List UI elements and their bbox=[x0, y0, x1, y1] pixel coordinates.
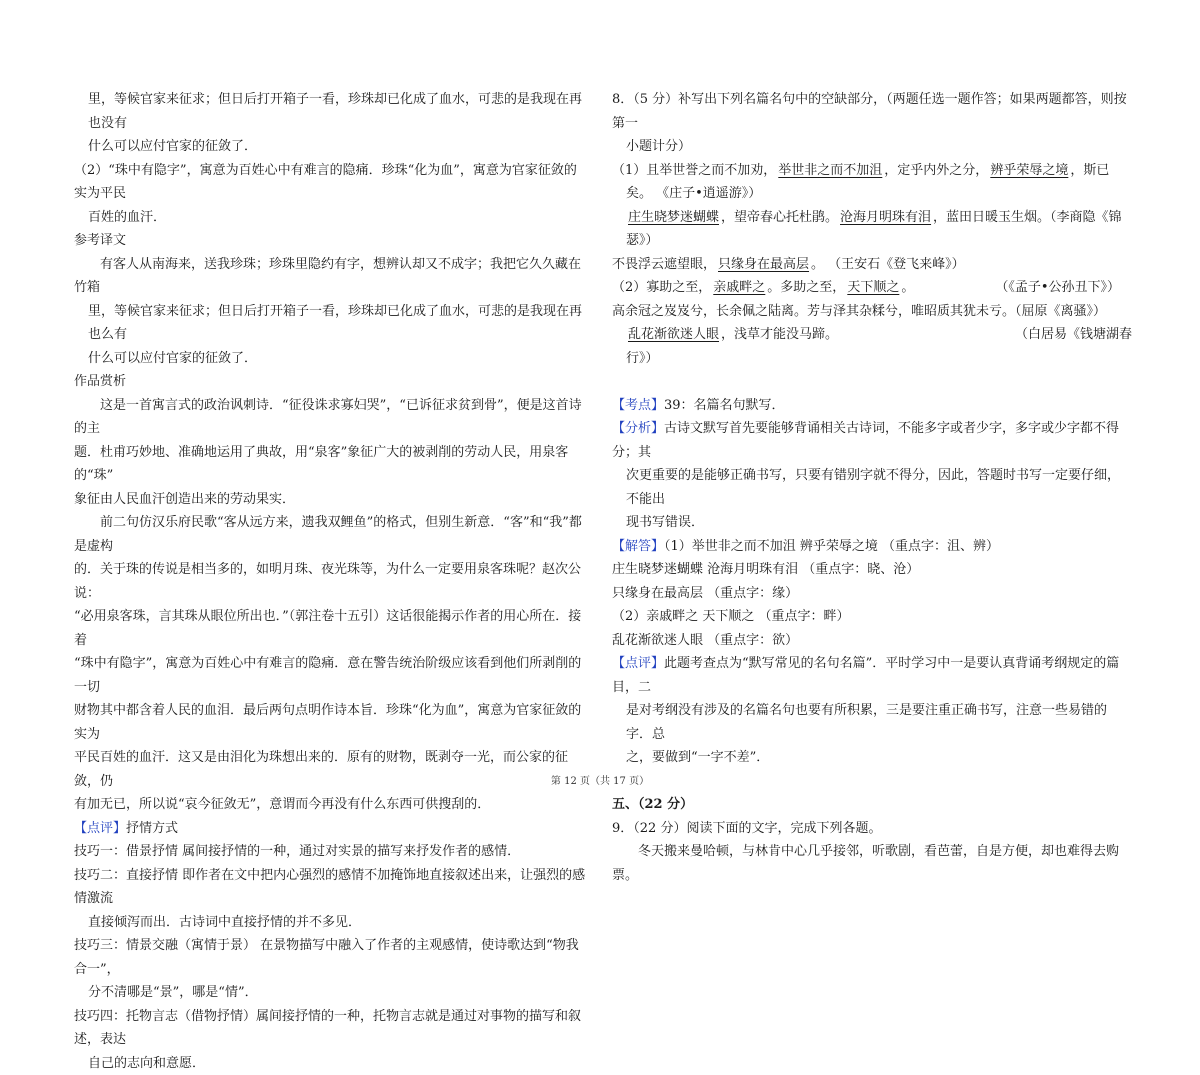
source-citation: （《孟子•公孙丑下》） bbox=[995, 276, 1132, 300]
text-line: 小题计分） bbox=[612, 135, 1132, 159]
text-line: 之，要做到“一字不差”． bbox=[612, 746, 1132, 770]
text-line: 是对考纲没有涉及的名篇名句也要有所积累，三是要注重正确书写，注意一些易错的字．总 bbox=[612, 699, 1132, 746]
section-heading-appreciation: 作品赏析 bbox=[74, 370, 589, 394]
sentence-3 bbox=[612, 253, 1132, 277]
answer-blank: 辨乎荣辱之境 bbox=[988, 163, 1070, 178]
technique-two: 技巧二：直接抒情 即作者在文中把内心强烈的感情不加掩饰地直接叙述出来，让强烈的感情激流 bbox=[74, 864, 589, 911]
text-line: 庄生晓梦迷蝴蝶 沧海月明珠有泪 （重点字：晓、沧） bbox=[612, 558, 1132, 582]
section-five-heading: 五、（22 分） bbox=[612, 793, 1132, 817]
text-span: ，蓝田日暖玉生烟。（李商隐《锦 bbox=[933, 210, 1122, 225]
text-span: 。 bbox=[901, 280, 914, 295]
text-line: 乱花渐欲迷人眼 （重点字：欲） bbox=[612, 629, 1132, 653]
sentence-4 bbox=[612, 276, 1132, 300]
kaodian-tag: 【考点】 bbox=[612, 398, 664, 413]
sentence-2 bbox=[612, 206, 1132, 230]
text-span: ，浅草才能没马蹄。 bbox=[721, 327, 838, 342]
answer-blank: 乱花渐欲迷人眼 bbox=[626, 327, 721, 342]
text-line: 这是一首寓言式的政治讽刺诗．“征役诛求寡妇哭”，“已诉征求贫到骨”，便是这首诗的主 bbox=[74, 394, 589, 441]
text-span: 。多助之至， bbox=[767, 280, 845, 295]
passage-line: 冬天搬来曼哈顿，与林肯中心几乎接邻，听歌剧，看芭蕾，自是方便，却也难得去购票。 bbox=[612, 840, 1132, 887]
comment-text: 抒情方式 bbox=[126, 821, 178, 836]
text-line: 次更重要的是能够正确书写，只要有错别字就不得分，因此，答题时书写一定要仔细，不能出 bbox=[612, 464, 1132, 511]
answer-blank: 沧海月明珠有泪 bbox=[838, 210, 933, 225]
sentence-5: 高余冠之岌岌兮，长余佩之陆离。芳与泽其杂糅兮，唯昭质其犹未亏。（屈原《离骚》） bbox=[612, 300, 1132, 324]
source-citation: （白居易《钱塘湖春 bbox=[1015, 323, 1132, 347]
text-line: 行》） bbox=[612, 347, 1132, 371]
sentence-1 bbox=[612, 159, 1132, 183]
technique-three: 技巧三：情景交融（寓情于景） 在景物描写中融入了作者的主观感情，使诗歌达到“物我合一”， bbox=[74, 934, 589, 981]
text-line: 的．关于珠的传说是相当多的，如明月珠、夜光珠等，为什么一定要用泉客珠呢？赵次公说： bbox=[74, 558, 589, 605]
text-line: 什么可以应付官家的征敛了． bbox=[74, 347, 589, 371]
kaodian-line bbox=[612, 394, 1132, 418]
text-line: 什么可以应付官家的征敛了． bbox=[74, 135, 589, 159]
right-column bbox=[612, 88, 1132, 887]
answer-blank: 庄生晓梦迷蝴蝶 bbox=[626, 210, 721, 225]
section-heading-translation: 参考译文 bbox=[74, 229, 589, 253]
text-line: 财物其中都含着人民的血泪．最后两句点明作诗本旨．珍珠“化为血”，寓意为官家征敛的实为 bbox=[74, 699, 589, 746]
page-footer: 第 12 页（共 17 页） bbox=[0, 772, 1200, 787]
jieda-tag: 【解答】 bbox=[612, 539, 664, 554]
comment-tag: 【点评】 bbox=[74, 821, 126, 836]
text-span: （1）举世非之而不加沮 辨乎荣辱之境 （重点字：沮、辨） bbox=[664, 539, 999, 554]
technique-one: 技巧一：借景抒情 属间接抒情的一种，通过对实景的描写来抒发作者的感情． bbox=[74, 840, 589, 864]
answer-blank: 亲戚畔之 bbox=[711, 280, 767, 295]
answer-blank: 只缘身在最高层 bbox=[716, 257, 811, 272]
text-span: 古诗文默写首先要能够背诵相关古诗词，不能多字或者少字，多字或少字都不得分；其 bbox=[612, 421, 1119, 460]
fenxi-tag: 【分析】 bbox=[612, 421, 664, 436]
text-line: （2）亲戚畔之 天下顺之 （重点字：畔） bbox=[612, 605, 1132, 629]
text-line: “必用泉客珠，言其珠从眼位所出也．”（郭注卷十五引）这话很能揭示作者的用心所在．接着 bbox=[74, 605, 589, 652]
text-line: 只缘身在最高层 （重点字：缘） bbox=[612, 582, 1132, 606]
question-9: 9．（22 分）阅读下面的文字，完成下列各题。 bbox=[612, 817, 1132, 841]
text-line: 百姓的血汗． bbox=[74, 206, 589, 230]
text-line: 平民百姓的血汗．这又是由泪化为珠想出来的．原有的财物，既剥夺一光，而公家的征敛，仍 bbox=[74, 746, 589, 793]
text-span: 。 （王安石《登飞来峰》） bbox=[811, 257, 965, 272]
question-8: 8．（5 分）补写出下列名篇名句中的空缺部分，（两题任选一题作答；如果两题都答，则按第一 bbox=[612, 88, 1132, 135]
text-span: 不畏浮云遮望眼， bbox=[612, 257, 716, 272]
technique-four: 技巧四：托物言志（借物抒情）属间接抒情的一种，托物言志就是通过对事物的描写和叙述，表达 bbox=[74, 1005, 589, 1052]
text-line: 里，等候官家来征求；但日后打开箱子一看，珍珠却已化成了血水，可悲的是我现在再也没有 bbox=[74, 88, 589, 135]
sentence-6 bbox=[612, 323, 1132, 347]
text-span: ，望帝春心托杜鹃。 bbox=[721, 210, 838, 225]
fenxi-line bbox=[612, 417, 1132, 464]
text-line: 里，等候官家来征求；但日后打开箱子一看，珍珠却已化成了血水，可悲的是我现在再也么有 bbox=[74, 300, 589, 347]
text-line: 自己的志向和意愿． bbox=[74, 1052, 589, 1075]
text-line: 题．杜甫巧妙地、准确地运用了典故，用“泉客”象征广大的被剥削的劳动人民，用泉客的“珠” bbox=[74, 441, 589, 488]
text-span bbox=[626, 323, 838, 347]
answer-blank: 天下顺之 bbox=[845, 280, 901, 295]
text-line: 分不清哪是“景”，哪是“情”． bbox=[74, 981, 589, 1005]
answer-blank: 举世非之而不加沮 bbox=[776, 163, 884, 178]
text-line: 象征由人民血汗创造出来的劳动果实． bbox=[74, 488, 589, 512]
text-line: 有加无已，所以说“哀今征敛无”，意谓而今再没有什么东西可供搜刮的． bbox=[74, 793, 589, 817]
text-line: “珠中有隐字”，寓意为百姓心中有难言的隐痛．意在警告统治阶级应该看到他们所剥削的一切 bbox=[74, 652, 589, 699]
text-line: 矣。 《庄子•逍遥游》） bbox=[612, 182, 1132, 206]
dianping-tag: 【点评】 bbox=[612, 656, 664, 671]
text-span: ，定乎内外之分， bbox=[884, 163, 988, 178]
text-line: 瑟》） bbox=[612, 229, 1132, 253]
text-line: 前二句仿汉乐府民歌“客从远方来，遗我双鲤鱼”的格式，但别生新意．“客”和“我”都是虚构 bbox=[74, 511, 589, 558]
text-span: ，斯已 bbox=[1070, 163, 1109, 178]
text-span: （1）且举世誉之而不加劝， bbox=[612, 163, 776, 178]
text-span: 此题考查点为“默写常见的名句名篇”．平时学习中一是要认真背诵考纲规定的篇目，二 bbox=[612, 656, 1119, 695]
text-span: （2）寡助之至， bbox=[612, 280, 711, 295]
text-span bbox=[612, 276, 914, 300]
dianping-line bbox=[612, 652, 1132, 699]
text-line: （2）“珠中有隐字”，寓意为百姓心中有难言的隐痛．珍珠“化为血”，寓意为官家征敛的实为平民 bbox=[74, 159, 589, 206]
text-line: 直接倾泻而出．古诗词中直接抒情的并不多见． bbox=[74, 911, 589, 935]
spacer bbox=[612, 370, 1132, 394]
text-line: 有客人从南海来，送我珍珠；珍珠里隐约有字，想辨认却又不成字；我把它久久藏在竹箱 bbox=[74, 253, 589, 300]
text-span: 39：名篇名句默写． bbox=[664, 398, 785, 413]
jieda-line bbox=[612, 535, 1132, 559]
text-line: 现书写错误． bbox=[612, 511, 1132, 535]
left-column bbox=[74, 88, 589, 1075]
comment-line bbox=[74, 817, 589, 841]
